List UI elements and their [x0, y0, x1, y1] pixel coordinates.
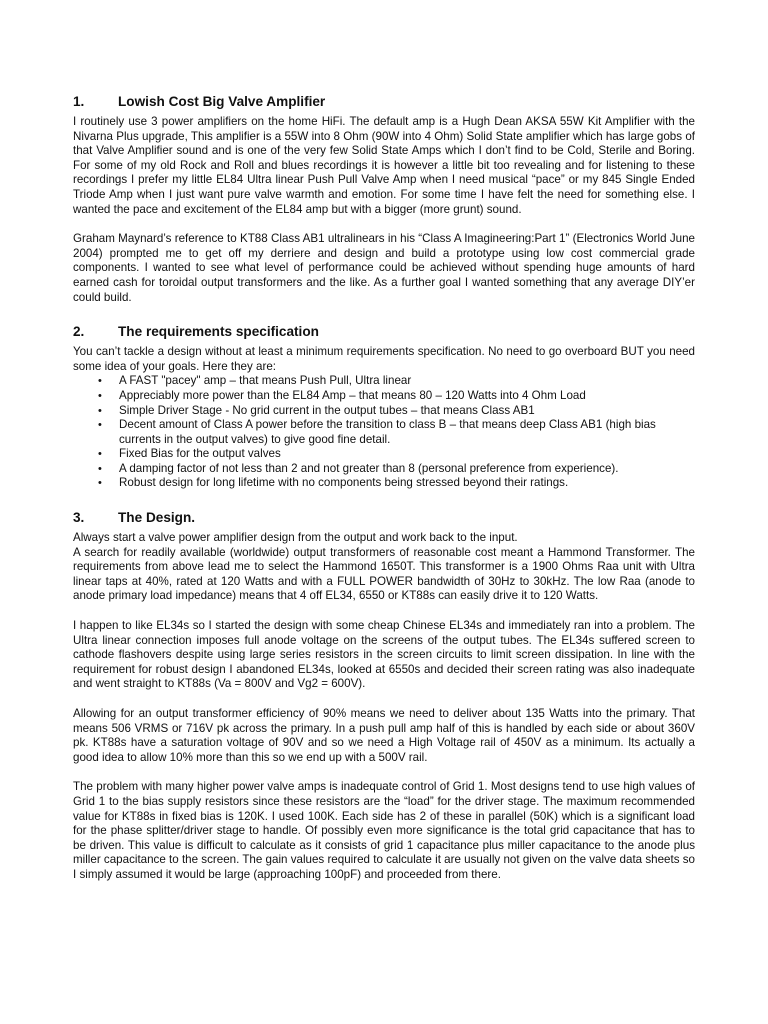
- section-3-paragraph-3: Allowing for an output transformer efficiency of 90% means we need to deliver about 135 Watts into the primary. That means 506 VRMS or 716V pk across the primary. In a push pull amp half of this is handled by each side or about 360V pk. KT88s have a saturation voltage of 90V and so we need a High Voltage rail of 450V as a minimum. Its actually a good idea to allow 10% more than this so we end up with a 500V rail.: [73, 707, 695, 764]
- section-2-title: The requirements specification: [118, 324, 319, 340]
- list-item: • Simple Driver Stage - No grid current in the output tubes – that means Class AB1: [119, 404, 695, 419]
- requirements-list: [73, 374, 695, 491]
- list-item: • Appreciably more power than the EL84 Amp – that means 80 – 120 Watts into 4 Ohm Load: [119, 389, 695, 404]
- section-3-paragraph-4: The problem with many higher power valve amps is inadequate control of Grid 1. Most designs tend to use high values of Grid 1 to the bias supply resistors since these resistors are the “load” for the driver stage. The maximum recommended value for KT88s in fixed bias is 120K. I used 100K. Each side has 2 of these in parallel (50K) which is a significant load for the phase splitter/driver stage to handle. Of possibly even more significance is the total grid capacitance that has to be driven. This value is difficult to calculate as it consists of grid 1 capacitance plus miller capacitance to the anode plus miller capacitance to the screen. The gain values required to calculate it are usually not given on the valve data sheets so I simply assumed it would be large (approaching 100pF) and proceeded from there.: [73, 780, 695, 881]
- section-1-paragraph-1: I routinely use 3 power amplifiers on the home HiFi. The default amp is a Hugh Dean AKSA 55W Kit Amplifier with the Nivarna Plus upgrade, This amplifier is a 55W into 8 Ohm (90W into 4 Ohm) Solid State amplifier which has large gobs of that Valve Amplifier sound and is one of the very few Solid State Amps which I don’t find to be Cold, Sterile and Boring. For some of my old Rock and Roll and blues recordings it is however a little bit too revealing and for listening to these recordings I prefer my little EL84 Ultra linear Push Pull Valve Amp when I need musical “pace” or my 845 Single Ended Triode Amp when I just want pure valve warmth and emotion. For some time I have felt the need for something else. I wanted the pace and excitement of the EL84 amp but with a bigger (more grunt) sound.: [73, 115, 695, 216]
- list-item: • Fixed Bias for the output valves: [119, 447, 695, 462]
- section-2-heading: [73, 324, 695, 340]
- document-page: [73, 94, 695, 883]
- section-3-title: The Design.: [118, 510, 196, 526]
- section-3-paragraph-2: I happen to like EL34s so I started the design with some cheap Chinese EL34s and immediately ran into a problem. The Ultra linear connection imposes full anode voltage on the screens of the output tubes. The EL34s suffered screen to cathode flashovers despite using large series resistors in the screen circuits to limit screen dissipation. In line with the requirement for robust design I abandoned EL34s, looked at 6550s and decided their screen rating was also inadequate and went straight to KT88s (Va = 800V and Vg2 = 600V).: [73, 619, 695, 691]
- list-item: • Robust design for long lifetime with no components being stressed beyond their ratings.: [119, 476, 695, 491]
- section-3-number: 3.: [73, 510, 85, 526]
- section-1-heading: [73, 94, 695, 110]
- section-2-intro: You can’t tackle a design without at least a minimum requirements specification. No need to go overboard BUT you need some idea of your goals. Here they are:: [73, 345, 695, 373]
- section-1-number: 1.: [73, 94, 85, 109]
- list-item: • A FAST "pacey" amp – that means Push Pull, Ultra linear: [119, 374, 695, 389]
- list-item: • Decent amount of Class A power before the transition to class B – that means deep Class AB1 (high bias currents in the output valves) to give good fine detail.: [119, 418, 695, 447]
- section-3-heading: [73, 510, 695, 526]
- list-item: • A damping factor of not less than 2 and not greater than 8 (personal preference from experience).: [119, 462, 695, 477]
- section-1-paragraph-2: Graham Maynard’s reference to KT88 Class AB1 ultralinears in his “Class A Imagineering:Part 1” (Electronics World June 2004) prompted me to get off my derriere and design and build a prototype using low cost commercial grade components. I wanted to see what level of performance could be achieved without spending huge amounts of hard earned cash for toroidal output transformers and the like. As a further goal I wanted something that any average DIY’er could build.: [73, 232, 695, 304]
- section-2-number: 2.: [73, 324, 85, 340]
- section-1-title: Lowish Cost Big Valve Amplifier: [118, 94, 326, 109]
- section-3-paragraph-1: Always start a valve power amplifier design from the output and work back to the input. A search for readily available (worldwide) output transformers of reasonable cost meant a Hammond Transformer. The requirements from above lead me to select the Hammond 1650T. This transformer is a 1900 Ohms Raa unit with Ultra linear taps at 40%, rated at 120 Watts and with a FULL POWER bandwidth of 30Hz to 30kHz. The low Raa (anode to anode primary load impedance) means that 4 off EL34, 6550 or KT88s can easily drive it to 120 Watts.: [73, 531, 695, 603]
